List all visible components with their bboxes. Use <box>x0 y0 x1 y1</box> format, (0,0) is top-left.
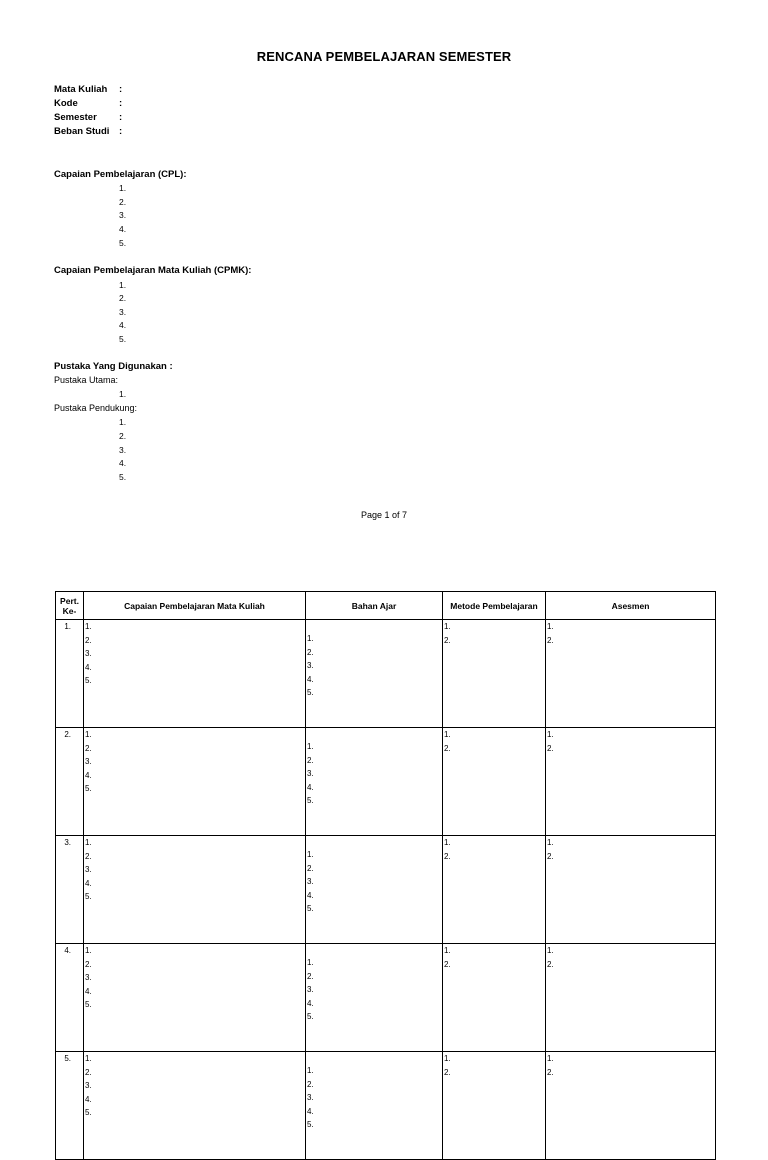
cell-list-item: 1. <box>547 622 554 631</box>
pustaka-heading: Pustaka Yang Digunakan : <box>54 361 173 372</box>
cell-list-item: 2. <box>444 959 451 969</box>
cell-list-item: 5. <box>307 796 314 806</box>
cell-cpmk[interactable] <box>84 836 306 944</box>
cell-list-item: 2. <box>85 635 92 645</box>
cpmk-heading: Capaian Pembelajaran Mata Kuliah (CPMK): <box>54 265 252 276</box>
info-row-semester <box>54 111 122 125</box>
cell-list-item: 1. <box>307 850 314 859</box>
cell-list-item: 3. <box>85 757 92 767</box>
cell-list-item: 1. <box>307 958 314 967</box>
info-separator: : <box>119 84 123 95</box>
cpmk-item: 1. <box>119 280 127 290</box>
cell-asesmen[interactable] <box>546 728 716 836</box>
cpl-item: 2. <box>119 197 127 207</box>
cell-list-item: 1. <box>444 730 451 739</box>
cell-list-item: 4. <box>307 998 314 1008</box>
cpl-heading: Capaian Pembelajaran (CPL): <box>54 169 187 180</box>
table-row <box>56 1052 716 1160</box>
info-label: Kode <box>54 98 78 109</box>
info-row-kode <box>54 97 122 111</box>
cell-list-item: 2. <box>444 851 451 861</box>
cell-list-item: 1. <box>85 1054 92 1063</box>
header-asesmen: Asesmen <box>546 592 716 620</box>
cell-cpmk[interactable] <box>84 620 306 728</box>
table-row <box>56 620 716 728</box>
cell-list-item: 4. <box>85 986 92 996</box>
cell-pert-ke: 3. <box>56 836 84 944</box>
cell-list-item: 2. <box>85 959 92 969</box>
cell-list-item: 1. <box>547 1054 554 1063</box>
cpmk-item: 2. <box>119 293 127 303</box>
cell-list-item: 2. <box>547 851 554 861</box>
info-label: Beban Studi <box>54 126 110 137</box>
pustaka-pendukung-item: 2. <box>119 431 127 441</box>
cell-list-item: 4. <box>85 878 92 888</box>
cell-asesmen[interactable] <box>546 620 716 728</box>
cell-list-item: 2. <box>547 743 554 753</box>
cell-list-item: 4. <box>85 770 92 780</box>
cpl-item: 4. <box>119 224 127 234</box>
cell-cpmk[interactable] <box>84 944 306 1052</box>
cell-list-item: 4. <box>307 890 314 900</box>
cell-list-item: 1. <box>85 946 92 955</box>
cell-list-item: 4. <box>85 1094 92 1104</box>
cell-list-item: 3. <box>85 649 92 659</box>
cell-list-item: 5. <box>85 1108 92 1118</box>
cell-list-item: 5. <box>85 676 92 686</box>
cell-list-item: 1. <box>547 730 554 739</box>
pustaka-utama-label: Pustaka Utama: <box>54 375 119 385</box>
cell-list-item: 3. <box>307 877 314 887</box>
cell-list-item: 5. <box>307 904 314 914</box>
info-separator: : <box>119 98 123 109</box>
cell-asesmen[interactable] <box>546 1052 716 1160</box>
cell-bahan-ajar[interactable] <box>306 620 443 728</box>
cell-metode[interactable] <box>443 1052 546 1160</box>
cell-bahan-ajar[interactable] <box>306 944 443 1052</box>
cell-list-item: 5. <box>307 1120 314 1130</box>
cell-list-item: 2. <box>547 635 554 645</box>
cell-list-item: 1. <box>85 730 92 739</box>
info-label: Semester <box>54 112 97 123</box>
document-title: RENCANA PEMBELAJARAN SEMESTER <box>256 49 512 64</box>
cell-list-item: 2. <box>547 1067 554 1077</box>
cell-list-item: 4. <box>307 674 314 684</box>
cell-list-item: 2. <box>85 1067 92 1077</box>
cell-list-item: 4. <box>85 662 92 672</box>
cell-list-item: 2. <box>444 1067 451 1077</box>
cell-list-item: 5. <box>85 1000 92 1010</box>
cell-pert-ke: 5. <box>56 1052 84 1160</box>
cell-list-item: 1. <box>444 838 451 847</box>
table-row <box>56 728 716 836</box>
cell-list-item: 3. <box>307 769 314 779</box>
cell-list-item: 2. <box>444 635 451 645</box>
cell-list-item: 1. <box>444 622 451 631</box>
cell-list-item: 2. <box>85 743 92 753</box>
header-cpmk: Capaian Pembelajaran Mata Kuliah <box>84 592 306 620</box>
pustaka-pendukung-item: 1. <box>119 417 127 427</box>
cell-pert-ke: 2. <box>56 728 84 836</box>
cell-list-item: 2. <box>307 647 314 657</box>
cell-bahan-ajar[interactable] <box>306 728 443 836</box>
cell-asesmen[interactable] <box>546 944 716 1052</box>
cpl-item: 3. <box>119 210 127 220</box>
cell-list-item: 1. <box>85 622 92 631</box>
cell-list-item: 5. <box>85 784 92 794</box>
info-row-mata-kuliah <box>54 83 122 97</box>
cell-pert-ke: 1. <box>56 620 84 728</box>
pustaka-pendukung-label: Pustaka Pendukung: <box>54 403 138 413</box>
cell-list-item: 5. <box>307 1012 314 1022</box>
pustaka-utama-item: 1. <box>119 389 127 399</box>
cell-list-item: 2. <box>547 959 554 969</box>
header-pert-ke: Pert. Ke- <box>56 592 84 620</box>
cell-list-item: 2. <box>85 851 92 861</box>
cell-list-item: 5. <box>307 688 314 698</box>
cell-bahan-ajar[interactable] <box>306 1052 443 1160</box>
cell-list-item: 2. <box>307 1079 314 1089</box>
header-metode-pembelajaran: Metode Pembelajaran <box>443 592 546 620</box>
cell-metode[interactable] <box>443 728 546 836</box>
rps-table <box>55 591 716 1160</box>
cell-list-item: 2. <box>444 743 451 753</box>
cell-bahan-ajar[interactable] <box>306 836 443 944</box>
cell-list-item: 3. <box>307 985 314 995</box>
cell-list-item: 1. <box>85 838 92 847</box>
cell-list-item: 2. <box>307 863 314 873</box>
cell-list-item: 4. <box>307 1106 314 1116</box>
cell-cpmk[interactable] <box>84 728 306 836</box>
info-separator: : <box>119 126 123 137</box>
cell-list-item: 1. <box>547 946 554 955</box>
cell-list-item: 1. <box>307 634 314 643</box>
header-bahan-ajar: Bahan Ajar <box>306 592 443 620</box>
cell-list-item: 3. <box>85 865 92 875</box>
table-header-row <box>56 592 716 620</box>
cell-asesmen[interactable] <box>546 836 716 944</box>
table-row <box>56 944 716 1052</box>
cell-list-item: 1. <box>307 1066 314 1075</box>
info-label: Mata Kuliah <box>54 84 108 95</box>
table-row <box>56 836 716 944</box>
cell-list-item: 2. <box>307 971 314 981</box>
cpmk-item: 5. <box>119 334 127 344</box>
cell-metode[interactable] <box>443 944 546 1052</box>
info-row-beban-studi <box>54 125 122 139</box>
cell-list-item: 5. <box>85 892 92 902</box>
cell-list-item: 3. <box>85 973 92 983</box>
cpl-item: 1. <box>119 183 127 193</box>
cell-list-item: 1. <box>444 1054 451 1063</box>
pustaka-pendukung-item: 4. <box>119 458 127 468</box>
cell-list-item: 3. <box>307 661 314 671</box>
cell-list-item: 4. <box>307 782 314 792</box>
pustaka-pendukung-item: 3. <box>119 445 127 455</box>
cell-list-item: 1. <box>444 946 451 955</box>
cpmk-item: 3. <box>119 307 127 317</box>
info-separator: : <box>119 112 123 123</box>
cell-metode[interactable] <box>443 836 546 944</box>
cell-metode[interactable] <box>443 620 546 728</box>
cell-cpmk[interactable] <box>84 1052 306 1160</box>
pustaka-pendukung-item: 5. <box>119 472 127 482</box>
cell-list-item: 2. <box>307 755 314 765</box>
cpmk-item: 4. <box>119 320 127 330</box>
page-number: Page 1 of 7 <box>360 510 408 520</box>
cpl-item: 5. <box>119 238 127 248</box>
cell-list-item: 3. <box>307 1093 314 1103</box>
cell-list-item: 1. <box>307 742 314 751</box>
cell-list-item: 1. <box>547 838 554 847</box>
cell-pert-ke: 4. <box>56 944 84 1052</box>
cell-list-item: 3. <box>85 1081 92 1091</box>
